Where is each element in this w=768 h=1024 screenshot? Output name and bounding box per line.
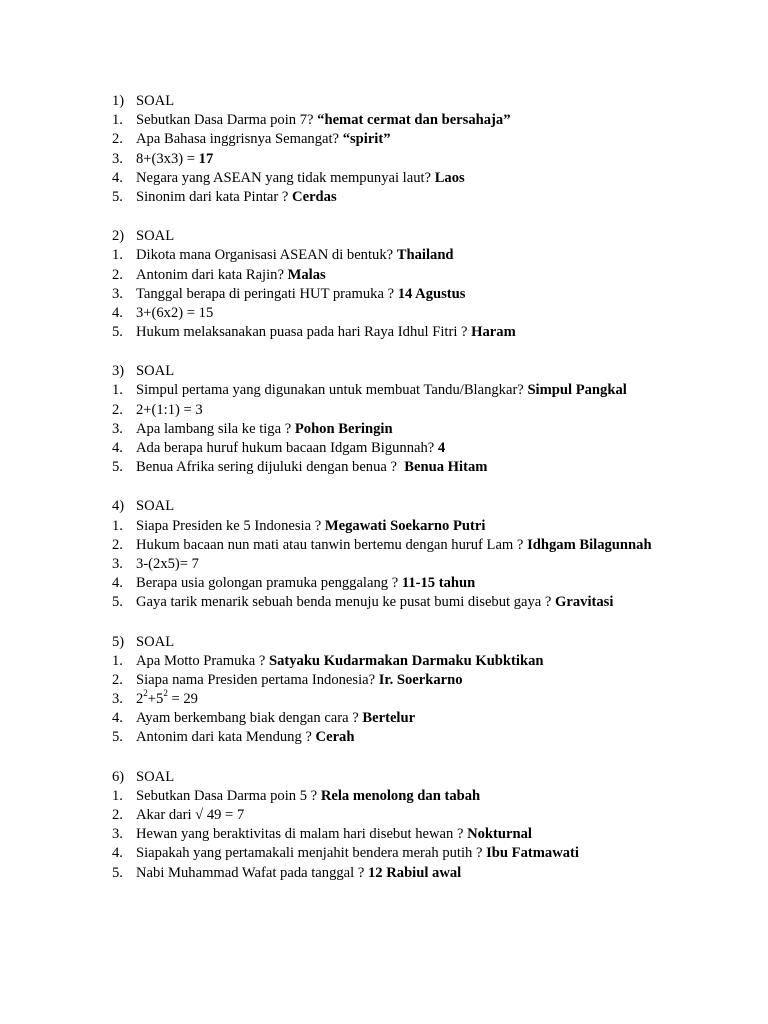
- quiz-section-4: [0, 497, 768, 612]
- question-number: 5.: [112, 188, 123, 205]
- quiz-section-2: [0, 227, 768, 342]
- answer-text: Benua Hitam: [404, 459, 488, 476]
- question-text: Antonim dari kata Rajin?: [136, 266, 288, 283]
- question-text: Berapa usia golongan pramuka penggalang ?: [136, 575, 402, 592]
- section-number: 5): [112, 633, 125, 650]
- question-number: 4.: [112, 710, 123, 727]
- question-item: [0, 381, 768, 400]
- section-title: SOAL: [136, 363, 175, 380]
- answer-text: Nokturnal: [467, 826, 532, 843]
- section-heading: [0, 362, 768, 381]
- answer-text: Megawati Soekarno Putri: [324, 517, 486, 534]
- question-item: [0, 150, 768, 169]
- question-text: 3-(2x5)= 7: [136, 555, 199, 572]
- question-number: 3.: [112, 691, 123, 708]
- answer-text: Simpul Pangkal: [527, 382, 627, 399]
- question-number: 4.: [112, 845, 123, 862]
- section-number: 2): [112, 228, 125, 245]
- question-text: 2+(1:1) = 3: [136, 401, 203, 418]
- quiz-section-5: [0, 633, 768, 748]
- quiz-section-6: [0, 768, 768, 883]
- question-number: 4.: [112, 304, 123, 321]
- answer-text: Ir. Soerkarno: [378, 671, 463, 688]
- question-number: 4.: [112, 440, 123, 456]
- question-number: 3.: [112, 555, 123, 572]
- question-item: [0, 246, 768, 265]
- question-item: [0, 864, 768, 883]
- question-text: 3+(6x2) = 15: [136, 304, 214, 321]
- question-number: 4.: [112, 575, 123, 592]
- question-item: [0, 285, 768, 304]
- question-item: [0, 401, 768, 420]
- question-text: Gaya tarik menarik sebuah benda menuju ke pusat bumi disebut gaya ?: [136, 594, 556, 611]
- question-text: Nabi Muhammad Wafat pada tanggal ?: [136, 864, 368, 881]
- question-item: [0, 555, 768, 574]
- question-item: [0, 728, 768, 747]
- question-text: Siapa Presiden ke 5 Indonesia ?: [136, 517, 325, 534]
- question-item: [0, 304, 768, 323]
- question-item: [0, 439, 768, 458]
- question-item: [0, 420, 768, 439]
- question-number: 2.: [112, 807, 123, 823]
- formula-operator: +: [147, 691, 157, 708]
- section-heading: [0, 92, 768, 111]
- question-text: Benua Afrika sering dijuluki dengan benua ?: [136, 459, 405, 476]
- question-item: [0, 517, 768, 536]
- answer-text: 11-15 tahun: [401, 575, 476, 592]
- question-number: 3.: [112, 420, 123, 437]
- question-number: 5.: [112, 324, 123, 341]
- answer-text: 12 Rabiul awal: [367, 864, 462, 881]
- section-number: 3): [112, 363, 125, 380]
- formula-exponent-2: 2: [163, 688, 168, 699]
- answer-text: 14 Agustus: [397, 285, 466, 302]
- question-item: [0, 169, 768, 188]
- formula-base-1: 2: [136, 691, 144, 708]
- question-number: 3.: [112, 150, 123, 167]
- section-heading: [0, 768, 768, 787]
- question-text: Apa Motto Pramuka ?: [136, 652, 269, 669]
- question-item: [0, 111, 768, 130]
- question-text: Antonim dari kata Mendung ?: [136, 729, 316, 746]
- answer-text: Ibu Fatmawati: [486, 845, 579, 862]
- question-text: Siapa nama Presiden pertama Indonesia?: [136, 671, 379, 688]
- question-text: Hewan yang beraktivitas di malam hari disebut hewan ?: [136, 826, 468, 843]
- question-item: [0, 574, 768, 593]
- question-text: Dikota mana Organisasi ASEAN di bentuk?: [136, 247, 397, 264]
- question-text: Siapakah yang pertamakali menjahit bendera merah putih ?: [136, 845, 487, 862]
- answer-text: Cerdas: [292, 188, 337, 205]
- section-heading: [0, 227, 768, 246]
- section-title: SOAL: [136, 228, 175, 245]
- quiz-section-3: [0, 362, 768, 477]
- document-page: [0, 92, 768, 903]
- question-item: [0, 709, 768, 728]
- section-title: SOAL: [136, 768, 175, 785]
- question-item: [0, 130, 768, 149]
- section-number: 6): [112, 768, 125, 785]
- question-text: Apa Bahasa inggrisnya Semangat?: [136, 131, 343, 148]
- question-item: [0, 323, 768, 342]
- question-number: 1.: [112, 517, 123, 534]
- answer-text: Malas: [287, 266, 326, 283]
- question-item: [0, 671, 768, 690]
- section-heading: [0, 633, 768, 652]
- question-item: [0, 825, 768, 844]
- question-item: [0, 787, 768, 806]
- question-text: Hukum melaksanakan puasa pada hari Raya Idhul Fitri ?: [136, 324, 472, 341]
- question-text: Sinonim dari kata Pintar ?: [136, 188, 293, 205]
- question-text: Ayam berkembang biak dengan cara ?: [136, 710, 363, 727]
- question-text: Apa lambang sila ke tiga ?: [136, 420, 295, 437]
- question-item: [0, 536, 768, 555]
- formula-exponent-1: 2: [143, 688, 148, 699]
- section-title: SOAL: [136, 498, 175, 515]
- section-title: SOAL: [136, 633, 175, 650]
- question-number: 1.: [112, 112, 123, 129]
- question-text: Negara yang ASEAN yang tidak mempunyai laut?: [136, 169, 435, 186]
- question-item: [0, 593, 768, 612]
- question-text: Simpul pertama yang digunakan untuk membuat Tandu/Blangkar?: [136, 382, 528, 399]
- question-number: 2.: [112, 536, 123, 553]
- question-item: [0, 266, 768, 285]
- question-number: 2.: [112, 131, 123, 148]
- answer-text: “hemat cermat dan bersahaja”: [317, 112, 511, 129]
- question-text: 8+(3x3) =: [136, 150, 199, 167]
- answer-text: Haram: [471, 324, 516, 341]
- question-item: [0, 458, 768, 477]
- answer-text: Satyaku Kudarmakan Darmaku Kubktikan: [268, 652, 544, 669]
- question-number: 1.: [112, 247, 123, 264]
- power-formula: [136, 690, 198, 709]
- question-number: 3.: [112, 285, 123, 302]
- question-number: 3.: [112, 826, 123, 843]
- question-text: Tanggal berapa di peringati HUT pramuka ?: [136, 285, 398, 302]
- section-number: 4): [112, 498, 125, 515]
- question-text: Ada berapa huruf hukum bacaan Idgam Bigunnah?: [136, 440, 438, 456]
- formula-result: = 29: [167, 691, 198, 708]
- question-number: 4.: [112, 169, 123, 186]
- question-item: [0, 188, 768, 207]
- answer-text: Cerah: [315, 729, 355, 746]
- formula-base-2: 5: [156, 691, 164, 708]
- question-item: [0, 652, 768, 671]
- answer-text: Rela menolong dan tabah: [320, 787, 481, 804]
- question-number: 2.: [112, 266, 123, 283]
- question-item: [0, 690, 768, 709]
- section-heading: [0, 497, 768, 516]
- question-number: 5.: [112, 459, 123, 476]
- question-text: Sebutkan Dasa Darma poin 7?: [136, 112, 318, 129]
- question-text: Akar dari √ 49 = 7: [136, 807, 245, 823]
- section-number: 1): [112, 93, 125, 109]
- answer-text: 4: [437, 440, 446, 456]
- question-item: [0, 806, 768, 825]
- answer-text: Thailand: [396, 247, 454, 264]
- question-text: Hukum bacaan nun mati atau tanwin bertemu dengan huruf Lam ?: [136, 536, 528, 553]
- answer-text: 17: [198, 150, 214, 167]
- answer-text: “spirit”: [342, 131, 391, 148]
- question-number: 5.: [112, 594, 123, 611]
- question-number: 1.: [112, 382, 123, 399]
- quiz-section-1: [0, 92, 768, 207]
- question-number: 1.: [112, 787, 123, 804]
- answer-text: Idhgam Bilagunnah: [527, 536, 652, 553]
- answer-text: Bertelur: [362, 710, 416, 727]
- question-number: 2.: [112, 401, 123, 418]
- answer-text: Laos: [434, 169, 465, 186]
- section-title: SOAL: [136, 93, 175, 109]
- answer-text: Gravitasi: [555, 594, 614, 611]
- question-number: 5.: [112, 729, 123, 746]
- answer-text: Pohon Beringin: [294, 420, 393, 437]
- question-number: 5.: [112, 864, 123, 881]
- question-number: 1.: [112, 652, 123, 669]
- question-item: [0, 844, 768, 863]
- question-number: 2.: [112, 671, 123, 688]
- question-text: Sebutkan Dasa Darma poin 5 ?: [136, 787, 321, 804]
